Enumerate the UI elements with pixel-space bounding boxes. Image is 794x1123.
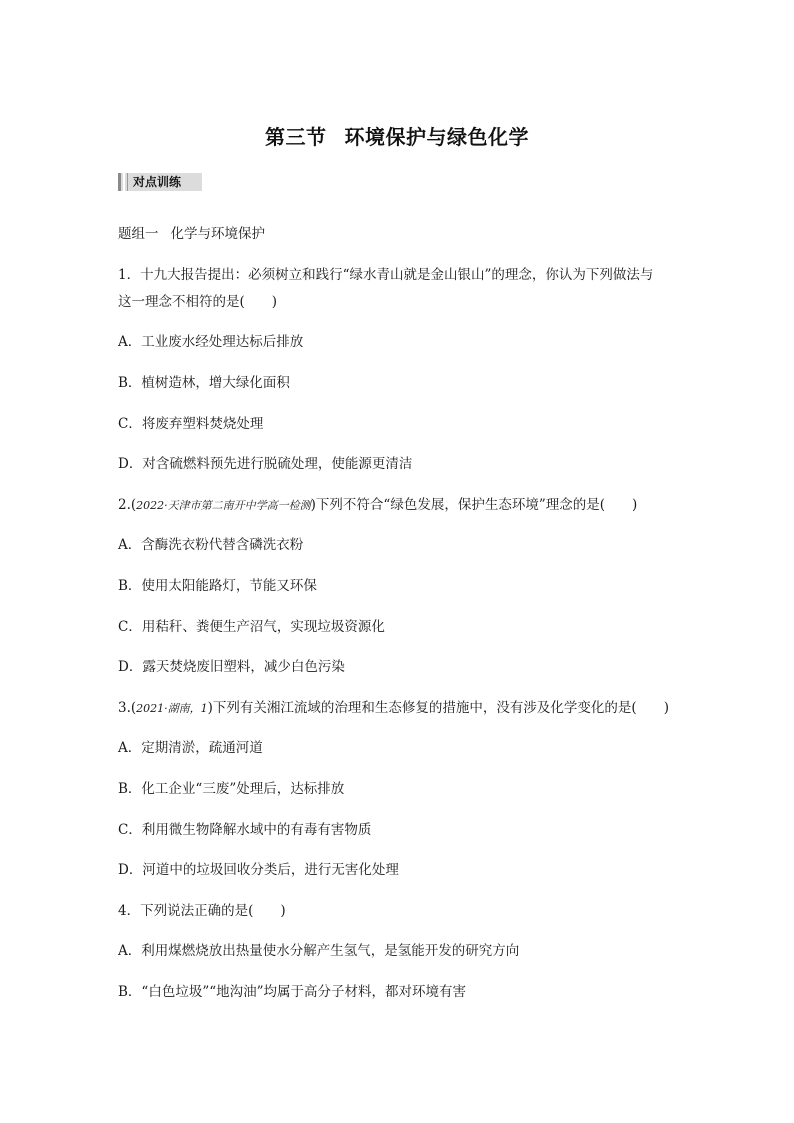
question-2-number: 2.( bbox=[118, 497, 137, 513]
question-4-option-b: B．“白色垃圾”“地沟油”均属于高分子材料，都对环境有害 bbox=[118, 984, 467, 1000]
question-1-option-d: D．对含硫燃料预先进行脱硫处理，使能源更清洁 bbox=[118, 456, 413, 472]
question-1-option-c: C．将废弃塑料焚烧处理 bbox=[118, 416, 264, 432]
section-number: 第三节 bbox=[265, 125, 327, 149]
question-3-number: 3.( bbox=[118, 700, 137, 716]
question-2-stem bbox=[118, 493, 637, 513]
section-name: 环境保护与绿色化学 bbox=[344, 125, 529, 149]
question-2-text: )下列不符合“绿色发展，保护生态环境”理念的是( ) bbox=[310, 497, 638, 513]
question-1-option-a: A．工业废水经处理达标后排放 bbox=[118, 334, 304, 350]
question-1-stem-line-1: 1．十九大报告提出：必须树立和践行“绿水青山就是金山银山”的理念，你认为下列做法与 bbox=[118, 267, 654, 283]
question-3-stem bbox=[118, 696, 669, 716]
group-label: 题组一 bbox=[118, 226, 159, 242]
question-2-option-a: A．含酶洗衣粉代替含磷洗衣粉 bbox=[118, 537, 304, 553]
practice-badge: 对点训练 bbox=[118, 173, 202, 191]
question-2-source: 2022·天津市第二南开中学高一检测 bbox=[136, 499, 311, 512]
question-3-option-d: D．河道中的垃圾回收分类后，进行无害化处理 bbox=[118, 862, 399, 878]
question-2-option-d: D．露天焚烧废旧塑料，减少白色污染 bbox=[118, 659, 345, 675]
question-3-text: )下列有关湘江流域的治理和生态修复的措施中，没有涉及化学变化的是( ) bbox=[207, 700, 669, 716]
question-4-stem: 4．下列说法正确的是( ) bbox=[118, 903, 286, 919]
page-title bbox=[0, 121, 794, 150]
question-3-option-c: C．利用微生物降解水域中的有毒有害物质 bbox=[118, 822, 372, 838]
question-3-option-a: A．定期清淤，疏通河道 bbox=[118, 740, 263, 756]
question-3-source: 2021·湖南，1 bbox=[136, 702, 208, 715]
question-2-option-b: B．使用太阳能路灯，节能又环保 bbox=[118, 578, 317, 594]
group-name: 化学与环境保护 bbox=[170, 226, 265, 242]
question-group-heading bbox=[118, 222, 265, 242]
question-4-option-a: A．利用煤燃烧放出热量使水分解产生氢气，是氢能开发的研究方向 bbox=[118, 943, 520, 959]
question-1-stem-line-2: 这一理念不相符的是( ) bbox=[118, 294, 278, 310]
question-3-option-b: B．化工企业“三废”处理后，达标排放 bbox=[118, 781, 345, 797]
question-2-option-c: C．用秸秆、粪便生产沼气，实现垃圾资源化 bbox=[118, 619, 385, 635]
question-1-option-b: B．植树造林，增大绿化面积 bbox=[118, 375, 290, 391]
